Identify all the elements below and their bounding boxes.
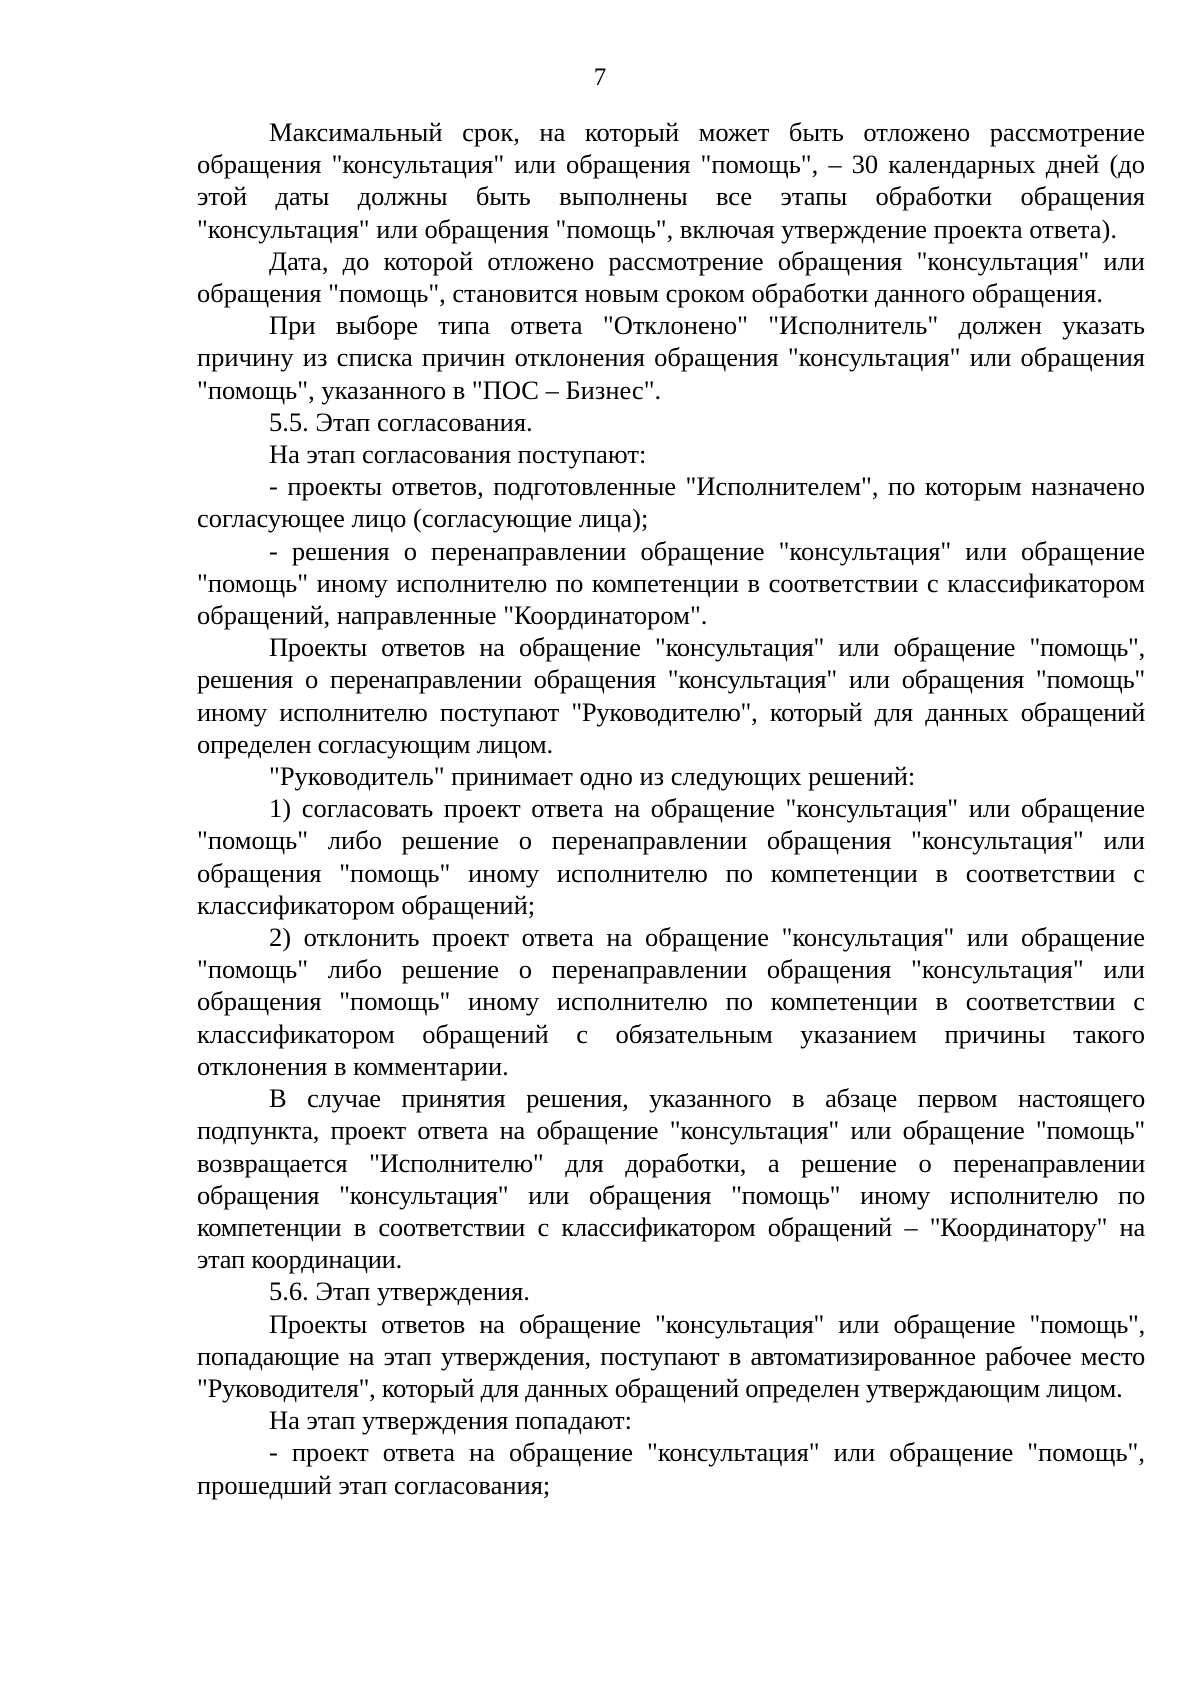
paragraph: "Руководитель" принимает одно из следующих решений:: [269, 761, 916, 792]
list-item: 2) отклонить проект ответа на обращение "консультация" или обращение "помощь" либо решение о перенаправлении обращения "консультация" или обращения "помощь" иному исполнителю по компетенции в соответствии с классификатором обращений с обязательным указанием причины такого отклонения в комментарии.: [197, 922, 1145, 1081]
paragraph: Проекты ответов на обращение "консультация" или обращение "помощь", попадающие на этап утверждения, поступают в автоматизированное рабочее место "Руководителя", который для данных обращений определен утверждающим лицом.: [197, 1308, 1145, 1403]
page-number: 7: [593, 64, 607, 91]
list-item: - проекты ответов, подготовленные "Исполнителем", по которым назначено согласующее лицо (согласующие лица);: [197, 471, 1145, 534]
section-heading: 5.5. Этап согласования.: [269, 406, 533, 437]
document-body: [197, 116, 1145, 1501]
paragraph: Дата, до которой отложено рассмотрение обращения "консультация" или обращения "помощь", становится новым сроком обработки данного обращения.: [197, 245, 1145, 309]
paragraph: На этап согласования поступают:: [269, 439, 647, 470]
list-item: - проект ответа на обращение "консультация" или обращение "помощь", прошедший этап согласования;: [197, 1437, 1145, 1500]
list-item: - решения о перенаправлении обращение "консультация" или обращение "помощь" иному исполнителю по компетенции в соответствии с классификатором обращений, направленные "Координатором".: [197, 535, 1145, 631]
paragraph: Проекты ответов на обращение "консультация" или обращение "помощь", решения о перенаправлении обращения "консультация" или обращения "помощь" иному исполнителю поступают "Руководителю", который для данных обращений определен согласующим лицом.: [197, 632, 1145, 759]
paragraph: На этап утверждения попадают:: [269, 1405, 632, 1436]
paragraph: Максимальный срок, на который может быть отложено рассмотрение обращения "консультация" или обращения "помощь", – 30 календарных дней (до этой даты должны быть выполнены все этапы обработки обращения "консультация" или обращения "помощь", включая утверждение проекта ответа).: [197, 117, 1145, 244]
section-heading: 5.6. Этап утверждения.: [269, 1276, 530, 1307]
paragraph: При выборе типа ответа "Отклонено" "Исполнитель" должен указать причину из списка причин отклонения обращения "консультация" или обращения "помощь", указанного в "ПОС – Бизнес".: [197, 310, 1145, 405]
paragraph: В случае принятия решения, указанного в абзаце первом настоящего подпункта, проект ответа на обращение "консультация" или обращение "помощь" возвращается "Исполнителю" для доработки, а решение о перенаправлении обращения "консультация" или обращения "помощь" иному исполнителю по компетенции в соответствии с классификатором обращений – "Координатору" на этап координации.: [197, 1083, 1145, 1275]
list-item: 1) согласовать проект ответа на обращение "консультация" или обращение "помощь" либо решение о перенаправлении обращения "консультация" или обращения "помощь" иному исполнителю по компетенции в соответствии с классификатором обращений;: [197, 793, 1145, 920]
